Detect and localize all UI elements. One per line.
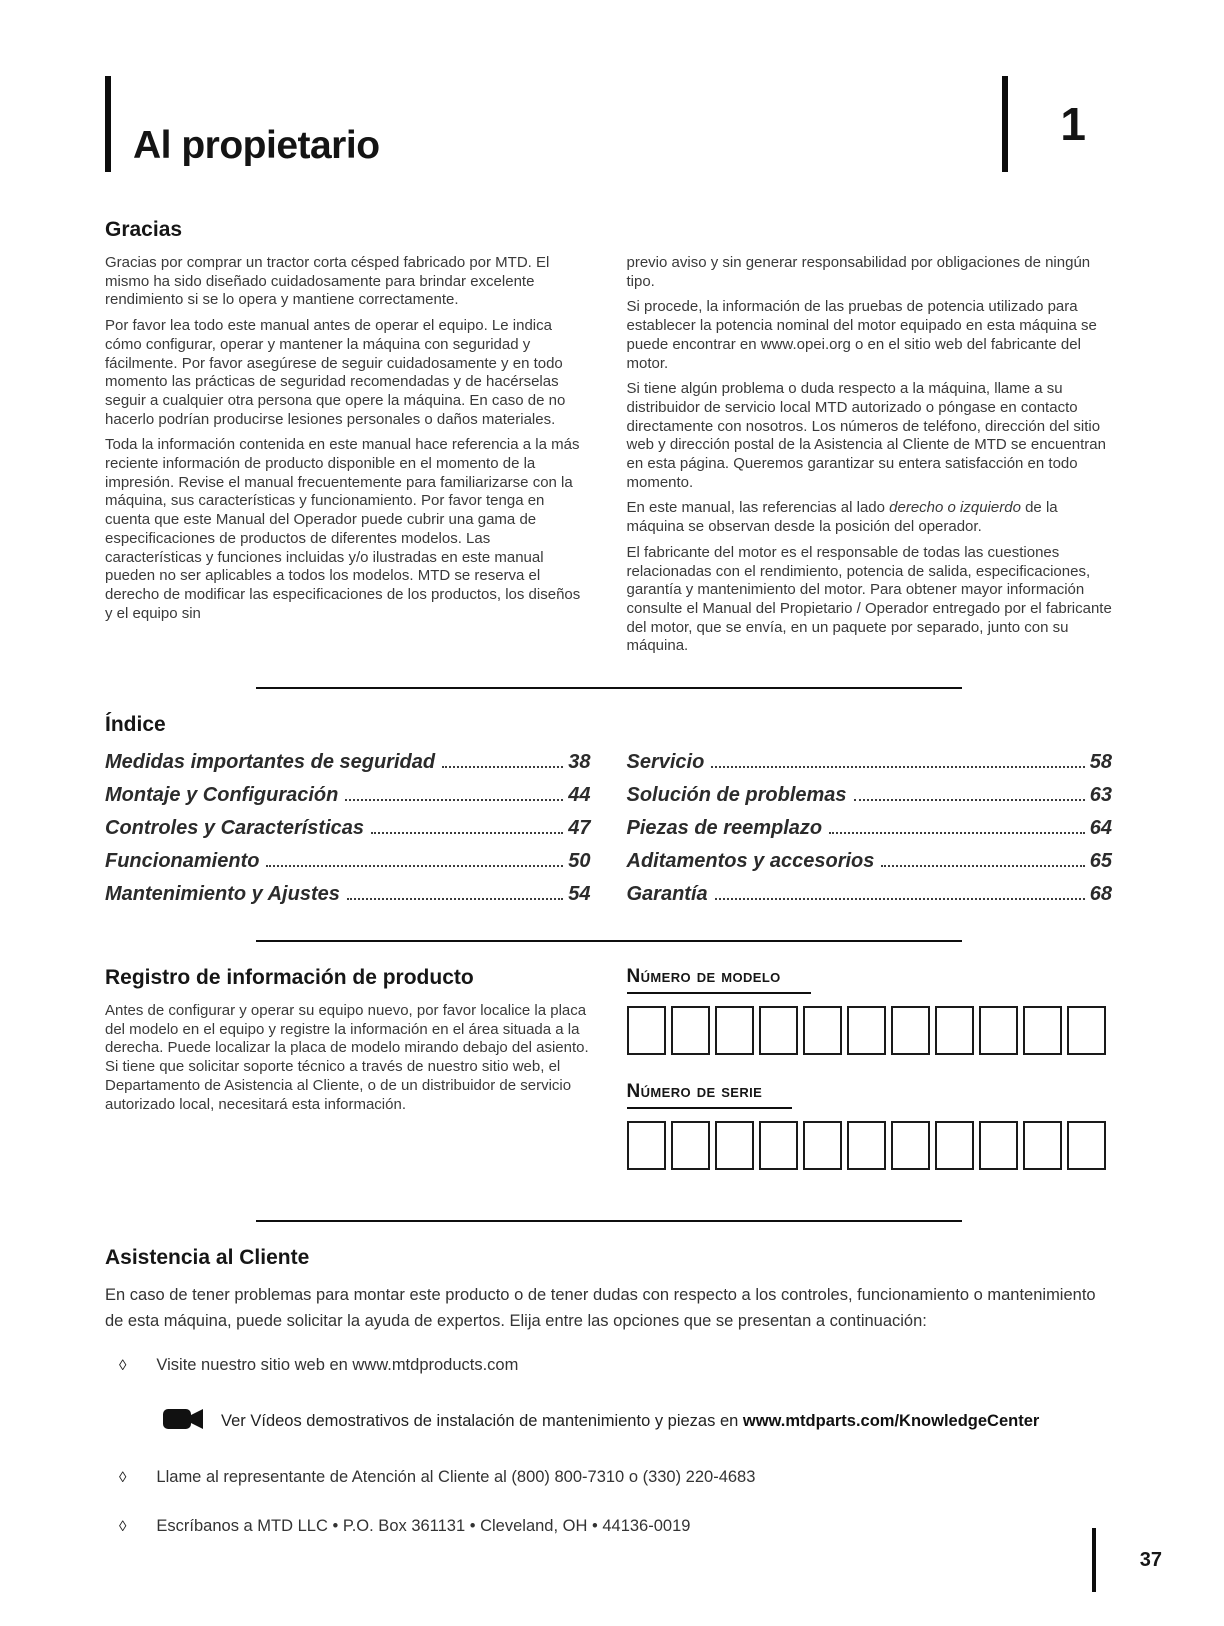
toc-leader xyxy=(266,865,563,867)
bullet-text: Visite nuestro sitio web en www.mtdproducts.com xyxy=(156,1356,519,1375)
divider xyxy=(256,687,962,689)
toc-label: Medidas importantes de seguridad xyxy=(105,751,436,774)
page-number: 37 xyxy=(1139,1548,1162,1571)
paragraph: Si procede, la información de las pruebas de potencia utilizado para establecer la potencia nominal del motor equipado en esta máquina se puede encontrar en www.opei.org o en el sitio web del fabricante del motor. xyxy=(626,298,1097,372)
footer-block xyxy=(1092,1528,1162,1592)
serial-number-box xyxy=(979,1121,1018,1170)
video-item xyxy=(105,1405,1112,1438)
model-number-box xyxy=(803,1006,842,1055)
diamond-bullet-icon: ◊ xyxy=(119,1469,127,1487)
paragraph: El fabricante del motor es el responsable de todas las cuestiones relacionadas con el rendimiento, potencia de salida, especificaciones, garantía y mantenimiento del motor. Para obtener mayor información consulte el Manual del Propietario / Operador entregado por el fabricante del motor, que se envía, en un paquete por separado, junto con su máquina. xyxy=(626,543,1112,655)
model-number-box xyxy=(979,1006,1018,1055)
serial-number-box xyxy=(847,1121,886,1170)
toc-label: Mantenimiento y Ajustes xyxy=(105,883,340,906)
serial-number-box xyxy=(671,1121,710,1170)
divider xyxy=(256,940,962,942)
toc-leader xyxy=(347,898,563,900)
toc-entry xyxy=(627,850,1113,883)
toc-entry xyxy=(627,751,1113,784)
section-asistencia xyxy=(105,1246,1112,1536)
gracias-right-column xyxy=(627,254,1113,663)
serial-number-box xyxy=(1067,1121,1106,1170)
model-number-box xyxy=(935,1006,974,1055)
divider xyxy=(256,1220,962,1222)
toc-leader xyxy=(715,898,1085,900)
toc-page-number: 68 xyxy=(1089,883,1112,906)
model-number-box xyxy=(847,1006,886,1055)
toc-page-number: 44 xyxy=(568,784,591,807)
toc-page-number: 50 xyxy=(568,850,591,873)
toc-leader xyxy=(854,799,1085,801)
serial-number-boxes xyxy=(627,1121,1113,1170)
bullet-text: Escríbanos a MTD LLC • P.O. Box 361131 • Cleveland, OH • 44136-0019 xyxy=(156,1517,691,1536)
toc-label: Servicio xyxy=(626,751,705,774)
model-number-box xyxy=(715,1006,754,1055)
toc-page-number: 38 xyxy=(568,751,591,774)
toc-entry xyxy=(105,784,591,817)
model-number-boxes xyxy=(627,1006,1113,1055)
toc-entry xyxy=(105,850,591,883)
paragraph: previo aviso y sin generar responsabilidad por obligaciones de ningún tipo. xyxy=(626,254,1091,290)
gracias-left-column xyxy=(105,254,591,663)
serial-number-box xyxy=(1023,1121,1062,1170)
model-number-box xyxy=(759,1006,798,1055)
serial-number-box xyxy=(935,1121,974,1170)
indice-heading: Índice xyxy=(105,713,166,737)
registro-heading: Registro de información de producto xyxy=(105,966,474,990)
paragraph: Toda la información contenida en este manual hace referencia a la más reciente información de producto disponible en el momento de la impresión. Revise el manual frecuentemente para familiarizarse con la máquina, sus características y funcionamiento. Por favor tenga en cuenta que este Manual del Operador puede cubrir una gama de especificaciones de productos de diferentes modelos. Las características y funciones incluidas y/o ilustradas en este manual pueden no ser aplicables a todos los modelos. MTD se reserva el derecho de modificar las especificaciones de los productos, los diseños y el equipo sin xyxy=(105,436,581,622)
toc-label: Funcionamiento xyxy=(105,850,260,873)
toc-page-number: 63 xyxy=(1089,784,1112,807)
paragraph: En este manual, las referencias al lado derecho o izquierdo de la máquina se observan desde la posición del operador. xyxy=(626,499,1058,536)
toc-leader xyxy=(371,832,563,834)
toc-page-number: 47 xyxy=(568,817,591,840)
toc-leader xyxy=(881,865,1084,867)
serial-number-label: Número de serie xyxy=(627,1081,793,1109)
title-block xyxy=(105,76,380,172)
bullet-item-mail xyxy=(105,1517,1112,1536)
toc-entry xyxy=(105,751,591,784)
toc-page-number: 64 xyxy=(1089,817,1112,840)
toc-label: Piezas de reemplazo xyxy=(626,817,823,840)
toc-left-column xyxy=(105,751,591,916)
gracias-heading: Gracias xyxy=(105,218,183,241)
model-number-box xyxy=(627,1006,666,1055)
registro-text-column xyxy=(105,966,591,1196)
chapter-block xyxy=(1002,76,1112,172)
toc-leader xyxy=(345,799,563,801)
video-text: Ver Vídeos demostrativos de instalación de mantenimiento y piezas en www.mtdparts.com/KnowledgeCenter xyxy=(221,1412,1040,1431)
toc-leader xyxy=(442,766,563,768)
toc-label: Solución de problemas xyxy=(626,784,847,807)
toc-page-number: 58 xyxy=(1089,751,1112,774)
section-registro xyxy=(105,966,1112,1196)
serial-number-box xyxy=(803,1121,842,1170)
page-title: Al propietario xyxy=(133,124,380,167)
chapter-number: 1 xyxy=(1060,98,1086,150)
toc-entry xyxy=(627,817,1113,850)
registro-fields-column xyxy=(627,966,1113,1196)
bullet-item-website xyxy=(105,1356,1112,1375)
toc-right-column xyxy=(627,751,1113,916)
video-camera-icon xyxy=(163,1405,205,1438)
toc-page-number: 54 xyxy=(568,883,591,906)
model-number-box xyxy=(671,1006,710,1055)
section-indice xyxy=(105,713,1112,916)
bullet-text: Llame al representante de Atención al Cliente al (800) 800-7310 o (330) 220-4683 xyxy=(156,1468,756,1487)
model-number-label: Número de modelo xyxy=(627,966,811,994)
paragraph: Por favor lea todo este manual antes de operar el equipo. Le indica cómo configurar, operar y mantener la máquina con seguridad y fácilmente. Por favor asegúrese de seguir cuidadosamente y en todo momento las prácticas de seguridad recomendadas y de hacérselas seguir a cualquier otra persona que opere la máquina. En caso de no hacerlo podrían producirse lesiones personales o daños materiales. xyxy=(105,317,566,428)
paragraph: Si tiene algún problema o duda respecto a la máquina, llame a su distribuidor de servicio local MTD autorizado o póngase en contacto directamente con nosotros. Los números de teléfono, dirección del sitio web y dirección postal de la Asistencia al Cliente de MTD se encuentran en esta página. Queremos garantizar su entera satisfacción en todo momento. xyxy=(626,380,1106,491)
bullet-item-phone xyxy=(105,1468,1112,1487)
toc-entry xyxy=(627,883,1113,916)
serial-number-box xyxy=(759,1121,798,1170)
model-number-box xyxy=(1067,1006,1106,1055)
serial-number-box xyxy=(891,1121,930,1170)
toc-label: Controles y Características xyxy=(105,817,365,840)
asistencia-heading: Asistencia al Cliente xyxy=(105,1246,310,1270)
toc-page-number: 65 xyxy=(1089,850,1112,873)
toc-label: Aditamentos y accesorios xyxy=(626,850,875,873)
toc-entry xyxy=(627,784,1113,817)
knowledgecenter-url: www.mtdparts.com/KnowledgeCenter xyxy=(742,1412,1040,1431)
model-number-box xyxy=(1023,1006,1062,1055)
serial-number-box xyxy=(627,1121,666,1170)
toc-entry xyxy=(105,883,591,916)
paragraph: Gracias por comprar un tractor corta césped fabricado por MTD. El mismo ha sido diseñado cuidadosamente para brindar excelente rendimiento si se lo opera y mantiene correctamente. xyxy=(105,254,550,309)
diamond-bullet-icon: ◊ xyxy=(119,1357,127,1375)
section-gracias xyxy=(105,218,1112,663)
model-number-box xyxy=(891,1006,930,1055)
diamond-bullet-icon: ◊ xyxy=(119,1518,127,1536)
toc-label: Montaje y Configuración xyxy=(105,784,339,807)
asistencia-intro: En caso de tener problemas para montar este producto o de tener dudas con respecto a los controles, funcionamiento o mantenimiento de esta máquina, puede solicitar la ayuda de expertos. Elija entre las opciones que se presentan a continuación: xyxy=(105,1286,1096,1331)
toc-leader xyxy=(711,766,1084,768)
page-header xyxy=(105,76,1112,172)
toc-label: Garantía xyxy=(626,883,708,906)
toc-entry xyxy=(105,817,591,850)
toc-leader xyxy=(829,832,1085,834)
serial-number-box xyxy=(715,1121,754,1170)
paragraph: Antes de configurar y operar su equipo nuevo, por favor localice la placa del modelo en el equipo y registre la información en el área situada a la derecha. Puede localizar la placa de modelo mirando debajo del asiento. Si tiene que solicitar soporte técnico a través de nuestro sitio web, el Departamento de Asistencia al Cliente, o de un distribuidor de servicio autorizado local, necesitará esta información. xyxy=(105,1002,589,1113)
